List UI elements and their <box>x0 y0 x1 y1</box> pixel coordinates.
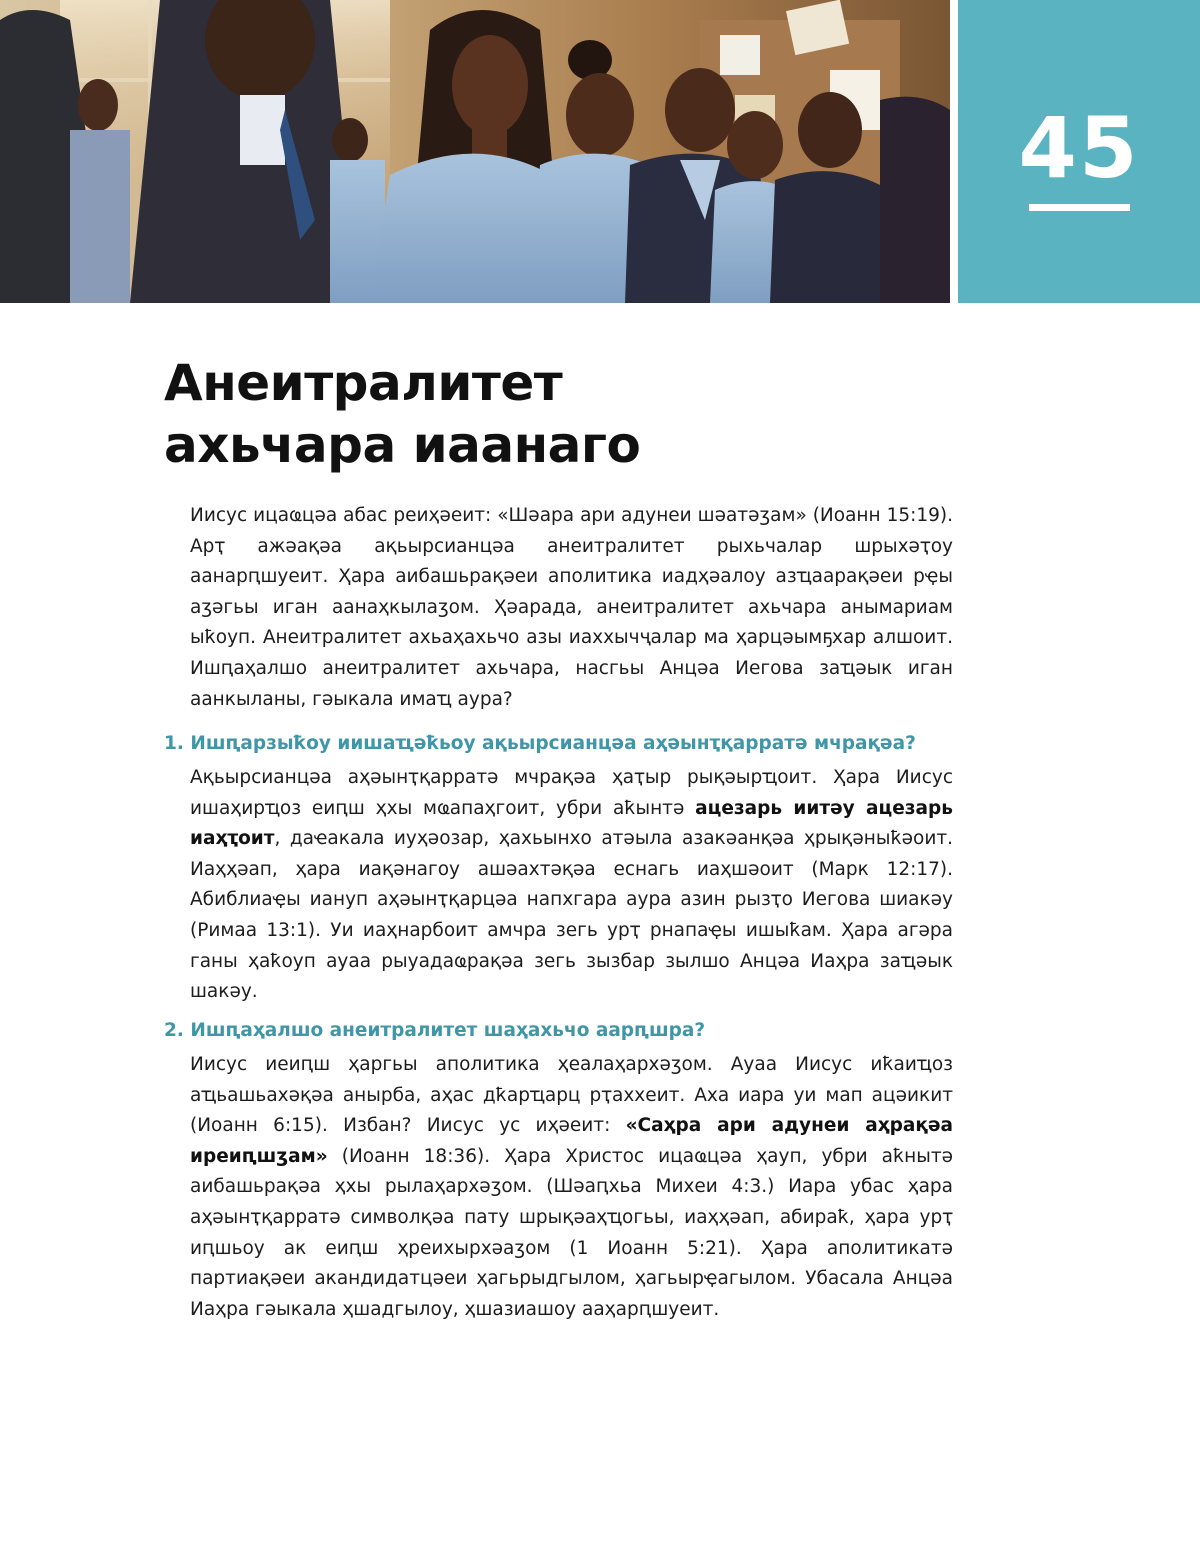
lesson-title-line-1: Анеитралитет <box>164 354 563 412</box>
classroom-students-photo <box>0 0 950 303</box>
hero-photo <box>0 0 950 303</box>
question-1-text-part-2: , даҽакала иуҳәозар, ҳахьынхо атәыла азакәанқәа ҳрықәныҟәоит. Иаҳҳәап, ҳара иақәнагоу ашәахтәқәа еснагь иаҳшәоит (Марк 12:17). Абиблиаҿы иануп аҳәынҭқарцәа напхгара аура азин рызҭо Иегова шиакәу (Римаа 13:1). Уи иаҳнарбоит амчра зегь урҭ рнапаҿы ишыҟам. Ҳара агәра ганы ҳаҟоуп ауаа рыуадаҩрақәа зегь зызбар зылшо Анцәа Иаҳра заҵәык шакәу. <box>190 828 953 1003</box>
question-1-paragraph <box>190 763 953 1008</box>
question-1-bold-phrase: ацезарь иитәу ацезарь иаҳҭоит <box>190 797 953 850</box>
lesson-title <box>164 352 964 476</box>
chapter-number-underline <box>1029 204 1130 211</box>
question-2-text-part-1: Иисус иеиԥш ҳаргьы аполитика ҳеалаҳархәӡом. Ауаа Иисус иҟаиҵоз аҵьашьахәқәа анырба, аҳас дҟарҵарц рҭаххеит. Аха иара уи мап ацәикит (Иоанн 6:15). Избан? Иисус ус иҳәеит: <box>190 1054 953 1137</box>
question-1-heading: 1. Ишԥарзыҟоу иишаҵәҟьоу ақьырсианцәа аҳәынҭқарратә мчрақәа? <box>164 733 916 754</box>
chapter-number-box <box>958 0 1200 303</box>
lesson-title-line-2: ахьчара иаанаго <box>164 416 641 474</box>
intro-paragraph: Иисус ицаҩцәа абас реиҳәеит: «Шәара ари адунеи шәатәӡам» (Иоанн 15:19). Арҭ ажәақәа ақьырсианцәа анеитралитет рыхьчалар шрыхәҭоу аанарԥшуеит. Ҳара аибашьрақәеи аполитика иадҳәалоу азҵаарақәеи рҿы аӡәгьы иган аанаҳкылаӡом. Ҳәарада, анеитралитет ахьчара анымариам ыҟоуп. Анеитралитет ахьаҳахьчо азы иаххычҷалар ма ҳарцәымҕхар алшоит. Ишԥаҳалшо анеитралитет ахьчара, насгьы Анцәа Иегова заҵәык иган аанкыланы, гәыкала имаҵ аура? <box>190 505 953 710</box>
question-2-text-part-2: (Иоанн 18:36). Ҳара Христос ицаҩцәа ҳауп, убри аҟнытә аибашьрақәа ҳхы рылаҳархәӡом. (Шәаԥхьа Михеи 4:3.) Иара убас ҳара аҳәынҭқарратә символқәа пату шрықәаҳҵогьы, иаҳҳәап, абираҟ, ҳара урҭ иԥшьоу ак еиԥш ҳреихырхәаӡом (1 Иоанн 5:21). Ҳара аполитикатә партиақәеи акандидатцәеи ҳагьрыдгылом, ҳагьырҿагылом. Убасала Анцәа Иаҳра гәыкала ҳшадгылоу, ҳшазиашоу ааҳарԥшуеит. <box>190 1145 953 1320</box>
question-2-bold-phrase: «Саҳра ари адунеи аҳрақәа иреиԥшӡам» <box>190 1115 953 1167</box>
question-2-paragraph <box>190 1050 953 1325</box>
question-2-heading: 2. Ишԥаҳалшо анеитралитет шаҳахьчо аарԥшра? <box>164 1020 706 1041</box>
question-1-text-part-1: Ақьырсианцәа аҳәынҭқарратә мчрақәа ҳаҭыр рықәырҵоит. Ҳара Иисус ишаҳирҵоз еиԥш ҳхы мҩапаҳгоит, убри аҟынтә <box>190 767 953 819</box>
chapter-number: 45 <box>1018 99 1140 197</box>
